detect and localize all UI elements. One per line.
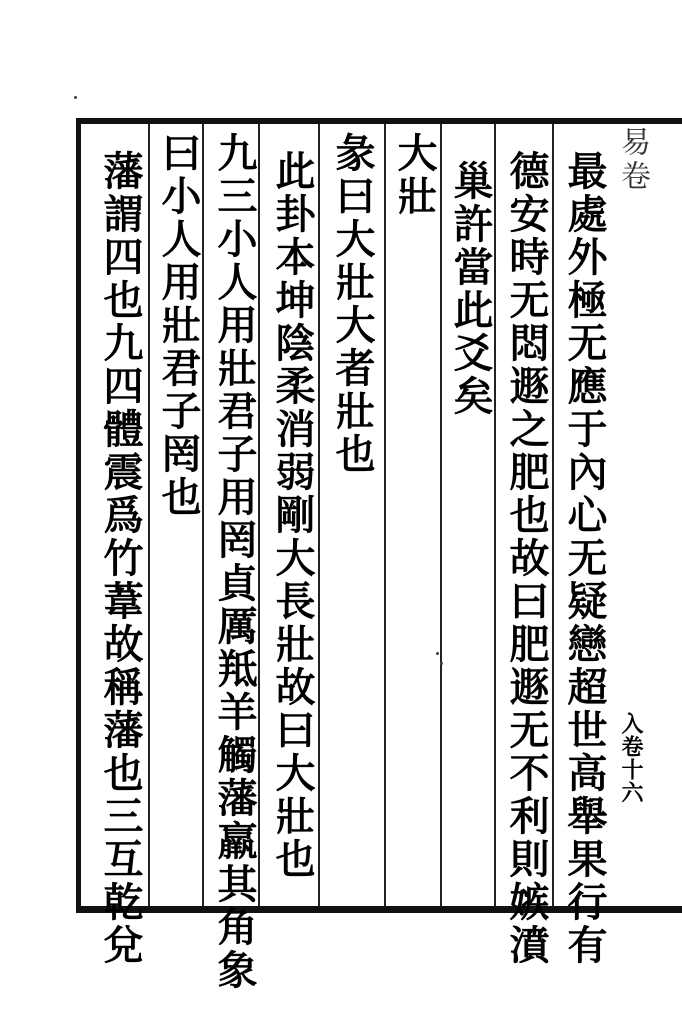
text-column-9: 藩謂四也九四體震爲竹葦故稱藩也三互乾兌 xyxy=(97,150,144,967)
frame-left-border xyxy=(76,118,81,913)
column-rule xyxy=(552,124,554,906)
text-column-4: 大壯 xyxy=(391,132,438,218)
ink-speck xyxy=(440,662,443,665)
column-rule xyxy=(318,124,320,906)
frame-top-border xyxy=(76,118,682,124)
column-rule xyxy=(384,124,386,906)
text-column-3: 巢許當此爻矣 xyxy=(447,160,494,418)
header-fragment: 易卷 xyxy=(615,126,650,194)
text-column-8: 曰小人用壯君子罔也 xyxy=(155,132,202,519)
text-column-2: 德安時无悶遯之肥也故曰肥遯无不利則嫉濆 xyxy=(503,150,550,967)
ink-speck xyxy=(74,96,77,99)
margin-note: 入卷十六 xyxy=(618,712,644,804)
column-rule xyxy=(148,124,150,906)
text-column-5: 彖曰大壯大者壯也 xyxy=(329,132,376,476)
text-column-7: 九三小人用壯君子用罔貞厲羝羊觸藩羸其角象 xyxy=(211,132,258,992)
text-column-1: 最處外極无應于內心无疑戀超世高舉果行有 xyxy=(561,150,608,967)
column-rule xyxy=(440,124,442,906)
ink-speck xyxy=(436,652,439,655)
text-column-6: 此卦本坤陰柔消弱剛大長壯故曰大壯也 xyxy=(269,150,316,881)
